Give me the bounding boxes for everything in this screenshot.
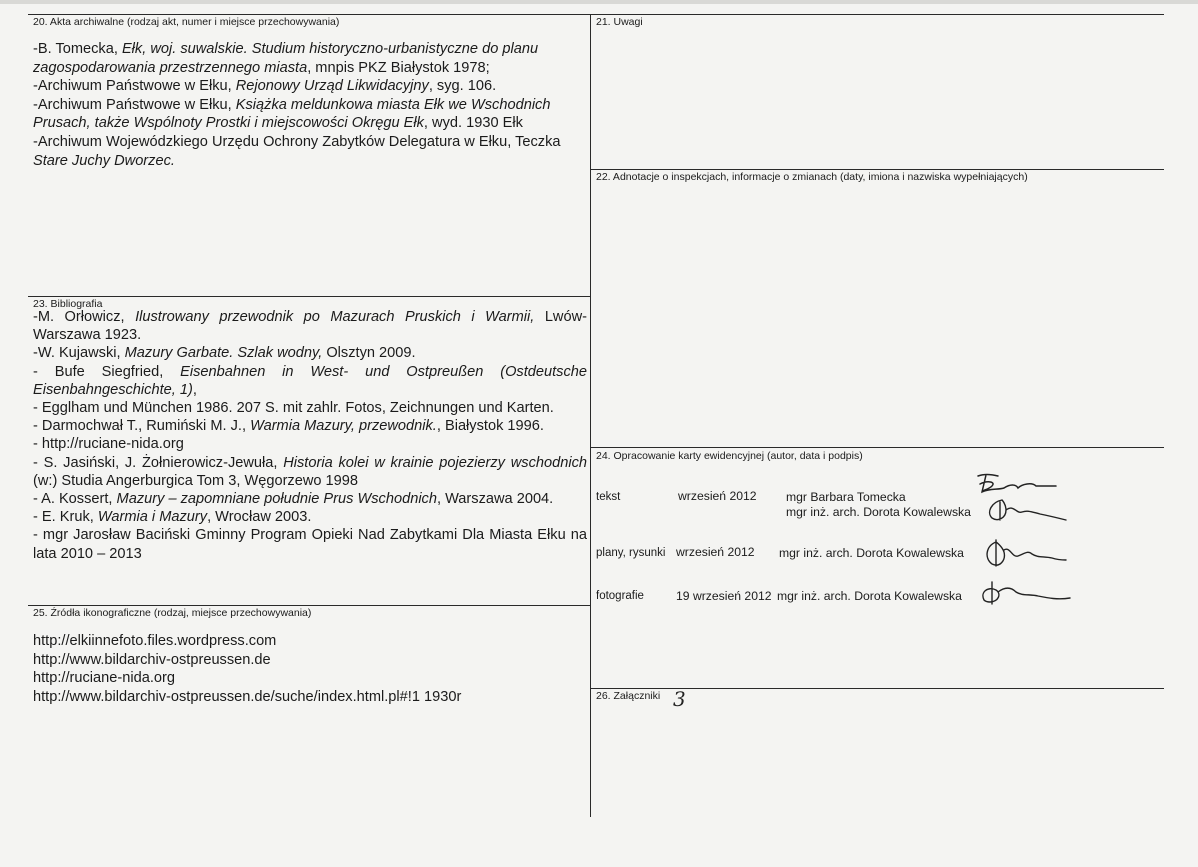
row-plany-category: plany, rysunki — [596, 547, 666, 559]
row-fotografie-author-1: mgr inż. arch. Dorota Kowalewska — [777, 589, 962, 603]
entry-title-italic: Historia kolei w krainie pojezierzy wschodnich — [283, 454, 587, 471]
entry-text: , Wrocław 2003. — [207, 509, 312, 526]
section-20-label: 20. Akta archiwalne (rodzaj akt, numer i miejsce przechowywania) — [33, 16, 340, 28]
scan-top-edge — [0, 0, 1198, 4]
entry — [33, 526, 587, 562]
signature-kowalewska-fotografie — [978, 578, 1072, 608]
entry-text: -Archiwum Wojewódzkiego Urzędu Ochrony Zabytków Delegatura w Ełku, Teczka — [33, 133, 561, 150]
entry-text: -Archiwum Państwowe w Ełku, — [33, 78, 236, 95]
section-21-label: 21. Uwagi — [596, 16, 643, 28]
signature-kowalewska-tekst — [984, 496, 1068, 526]
entry — [33, 435, 587, 453]
row-plany-author-1: mgr inż. arch. Dorota Kowalewska — [779, 546, 964, 560]
section-25-label: 25. Źródła ikonograficzne (rodzaj, miejsce przechowywania) — [33, 607, 312, 619]
entry-text: -B. Tomecka, — [33, 41, 122, 57]
entry-title-italic: Książka meldunkowa miasta Ełk we Wschodnich Prusach, także Wspólnoty Prostki i miejscowości Okręgu Ełk — [33, 96, 551, 132]
entry-text: - E. Kruk, — [33, 509, 98, 526]
entry-text: - mgr Jarosław Baciński Gminny Program Opieki Nad Zabytkami Dla Miasta Ełku na lata 2010 – 2013 — [33, 527, 587, 562]
row-plany-date: wrzesień 2012 — [676, 545, 755, 559]
top-border — [28, 14, 1164, 15]
section-20-archival-records — [33, 40, 589, 170]
entry — [33, 490, 587, 508]
divider-22-24 — [590, 447, 1164, 448]
entry — [33, 77, 589, 96]
row-tekst-date: wrzesień 2012 — [678, 489, 757, 503]
entry-text: - Egglham und München 1986. 207 S. mit zahlr. Fotos, Zeichnungen und Karten. — [33, 400, 554, 417]
entry-text: -W. Kujawski, — [33, 345, 125, 362]
entry-text: , mnpis PKZ Białystok 1978; — [307, 59, 490, 76]
entry-text: , syg. 106. — [428, 78, 497, 95]
attachments-count-handwritten: 3 — [673, 687, 686, 711]
entry — [33, 399, 587, 417]
entry-text: (w:) Studia Angerburgica Tom 3, Węgorzewo 1998 — [33, 472, 359, 489]
entry-text: - A. Kossert, — [33, 491, 117, 508]
divider-20-23 — [28, 296, 590, 297]
entry-title-italic: Warmia i Mazury — [97, 509, 208, 526]
entry-title-italic: Ilustrowany przewodnik po Mazurach Pruskich i Warmii, — [135, 309, 535, 325]
signature-kowalewska-plany — [982, 538, 1068, 570]
entry-text: , wyd. 1930 Ełk — [423, 115, 523, 132]
row-tekst-author-2: mgr inż. arch. Dorota Kowalewska — [786, 505, 971, 519]
source-line: http://www.bildarchiv-ostpreussen.de/suche/index.html.pl#!1 1930r — [33, 688, 462, 705]
row-fotografie-category: fotografie — [596, 590, 644, 602]
section-23-bibliography — [33, 308, 587, 563]
entry — [33, 454, 587, 490]
entry-text: - Darmochwał T., Rumiński M. J., — [33, 418, 251, 435]
entry-title-italic: Warmia Mazury, przewodnik. — [250, 418, 437, 435]
entry-text: Lwów-Warszawa 1923. — [33, 309, 587, 344]
section-26-label: 26. Załączniki — [596, 690, 661, 702]
entry-title-italic: Mazury Garbate. Szlak wodny, — [124, 345, 323, 362]
entry-text: , Białystok 1996. — [436, 418, 544, 435]
entry-text: -M. Orłowicz, — [33, 309, 136, 325]
center-divider — [590, 14, 591, 817]
entry-text: Olsztyn 2009. — [322, 345, 416, 362]
source-line: http://ruciane-nida.org — [33, 670, 175, 687]
divider-23-25 — [28, 605, 590, 606]
entry — [33, 344, 587, 362]
entry-text: - Bufe Siegfried, — [33, 363, 181, 380]
entry — [33, 508, 587, 526]
entry-title-italic: Rejonowy Urząd Likwidacyjny — [235, 78, 429, 95]
entry — [33, 40, 589, 77]
entry — [33, 96, 589, 133]
entry — [33, 133, 589, 170]
entry — [33, 308, 587, 344]
section-23-label: 23. Bibliografia — [33, 298, 103, 310]
entry-title-italic: Eisenbahnen in West- und Ostpreußen (Ostdeutsche Eisenbahngeschichte, 1) — [33, 363, 587, 398]
source-line: http://www.bildarchiv-ostpreussen.de — [33, 651, 271, 668]
section-24-label: 24. Opracowanie karty ewidencyjnej (autor, data i podpis) — [596, 450, 863, 462]
entry-text: - http://ruciane-nida.org — [33, 436, 184, 453]
entry-title-italic: Mazury – zapomniane południe Prus Wschodnich — [116, 491, 437, 508]
entry-text: , — [192, 381, 197, 398]
section-25-sources — [33, 632, 583, 706]
signature-tomecka — [972, 472, 1062, 496]
entry — [33, 363, 587, 399]
divider-21-22 — [590, 169, 1164, 170]
entry-text: - S. Jasiński, J. Żołnierowicz-Jewuła, — [33, 454, 284, 471]
row-fotografie-date: 19 wrzesień 2012 — [676, 589, 772, 603]
row-tekst-category: tekst — [596, 491, 621, 503]
source-line: http://elkiinnefoto.files.wordpress.com — [33, 633, 277, 649]
entry-title-italic: Stare Juchy Dworzec. — [33, 152, 175, 169]
entry-text: , Warszawa 2004. — [436, 491, 554, 508]
entry-title-italic: Ełk, woj. suwalskie. Studium historyczno-urbanistyczne do planu zagospodarowania przestrzennego miasta — [33, 41, 539, 76]
section-22-label: 22. Adnotacje o inspekcjach, informacje o zmianach (daty, imiona i nazwiska wypełniających) — [596, 171, 1028, 183]
entry-text: -Archiwum Państwowe w Ełku, — [33, 96, 236, 113]
entry — [33, 417, 587, 435]
row-tekst-author-1: mgr Barbara Tomecka — [786, 490, 906, 504]
